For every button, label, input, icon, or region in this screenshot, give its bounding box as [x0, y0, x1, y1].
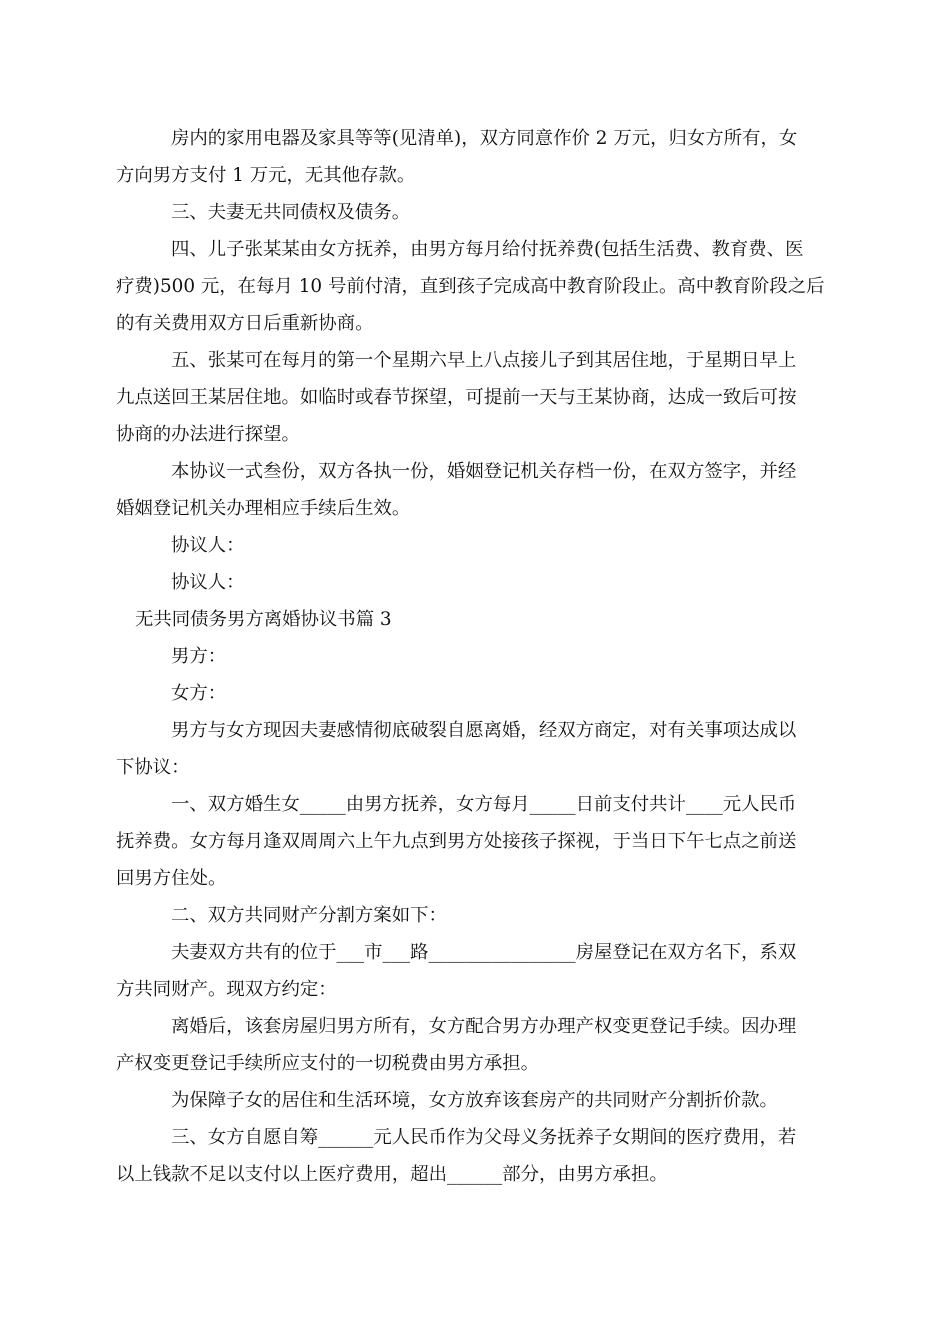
- text-line: 下协议：: [116, 757, 190, 778]
- section-heading: 无共同债务男方离婚协议书篇 3: [135, 609, 392, 630]
- text-line: 的有关费用双方日后重新协商。: [116, 313, 374, 334]
- text-line: 离婚后，该套房屋归男方所有，女方配合男方办理产权变更登记手续。因办理: [171, 1016, 797, 1037]
- signatory-label: 协议人：: [171, 572, 245, 593]
- text-line: 九点送回王某居住地。如临时或春节探望，可提前一天与王某协商，达成一致后可按: [116, 387, 797, 408]
- document-body: [116, 120, 836, 1193]
- text-line: 男方与女方现因夫妻感情彻底破裂自愿离婚，经双方商定，对有关事项达成以: [171, 720, 797, 741]
- text-line: 疗费)500 元，在每月 10 号前付清，直到孩子完成高中教育阶段止。高中教育阶段之后: [116, 276, 825, 297]
- text-line: 方向男方支付 1 万元，无其他存款。: [116, 165, 416, 186]
- text-line: 产权变更登记手续所应支付的一切税费由男方承担。: [116, 1053, 539, 1074]
- signatory-label: 协议人：: [171, 535, 245, 556]
- text-line: 五、张某可在每月的第一个星期六早上八点接儿子到其居住地，于星期日早上: [171, 350, 797, 371]
- text-line: 协商的办法进行探望。: [116, 424, 300, 445]
- party-label: 女方：: [171, 683, 227, 704]
- text-line: 婚姻登记机关办理相应手续后生效。: [116, 498, 411, 519]
- text-line: 方共同财产。现双方约定：: [116, 979, 337, 1000]
- text-line: 三、夫妻无共同债权及债务。: [171, 202, 411, 223]
- text-line: 以上钱款不足以支付以上医疗费用，超出______部分，由男方承担。: [116, 1164, 668, 1185]
- text-line: 三、女方自愿自筹______元人民币作为父母义务抚养子女期间的医疗费用，若: [171, 1127, 797, 1148]
- text-line: 四、儿子张某某由女方抚养，由男方每月给付抚养费(包括生活费、教育费、医: [171, 239, 804, 260]
- text-line: 夫妻双方共有的位于___市___路________________房屋登记在双方名下，系双: [171, 942, 797, 963]
- text-line: 二、双方共同财产分割方案如下：: [171, 905, 447, 926]
- text-line: 回男方住处。: [116, 868, 227, 889]
- text-line: 房内的家用电器及家具等等(见清单)，双方同意作价 2 万元，归女方所有，女: [171, 128, 798, 149]
- text-line: 抚养费。女方每月逢双周周六上午九点到男方处接孩子探视，于当日下午七点之前送: [116, 831, 797, 852]
- text-line: 一、双方婚生女_____由男方抚养，女方每月_____日前支付共计____元人民币: [171, 794, 797, 815]
- text-line: 为保障子女的居住和生活环境，女方放弃该套房产的共同财产分割折价款。: [171, 1090, 778, 1111]
- party-label: 男方：: [171, 646, 227, 667]
- text-line: 本协议一式叁份，双方各执一份，婚姻登记机关存档一份，在双方签字，并经: [171, 461, 797, 482]
